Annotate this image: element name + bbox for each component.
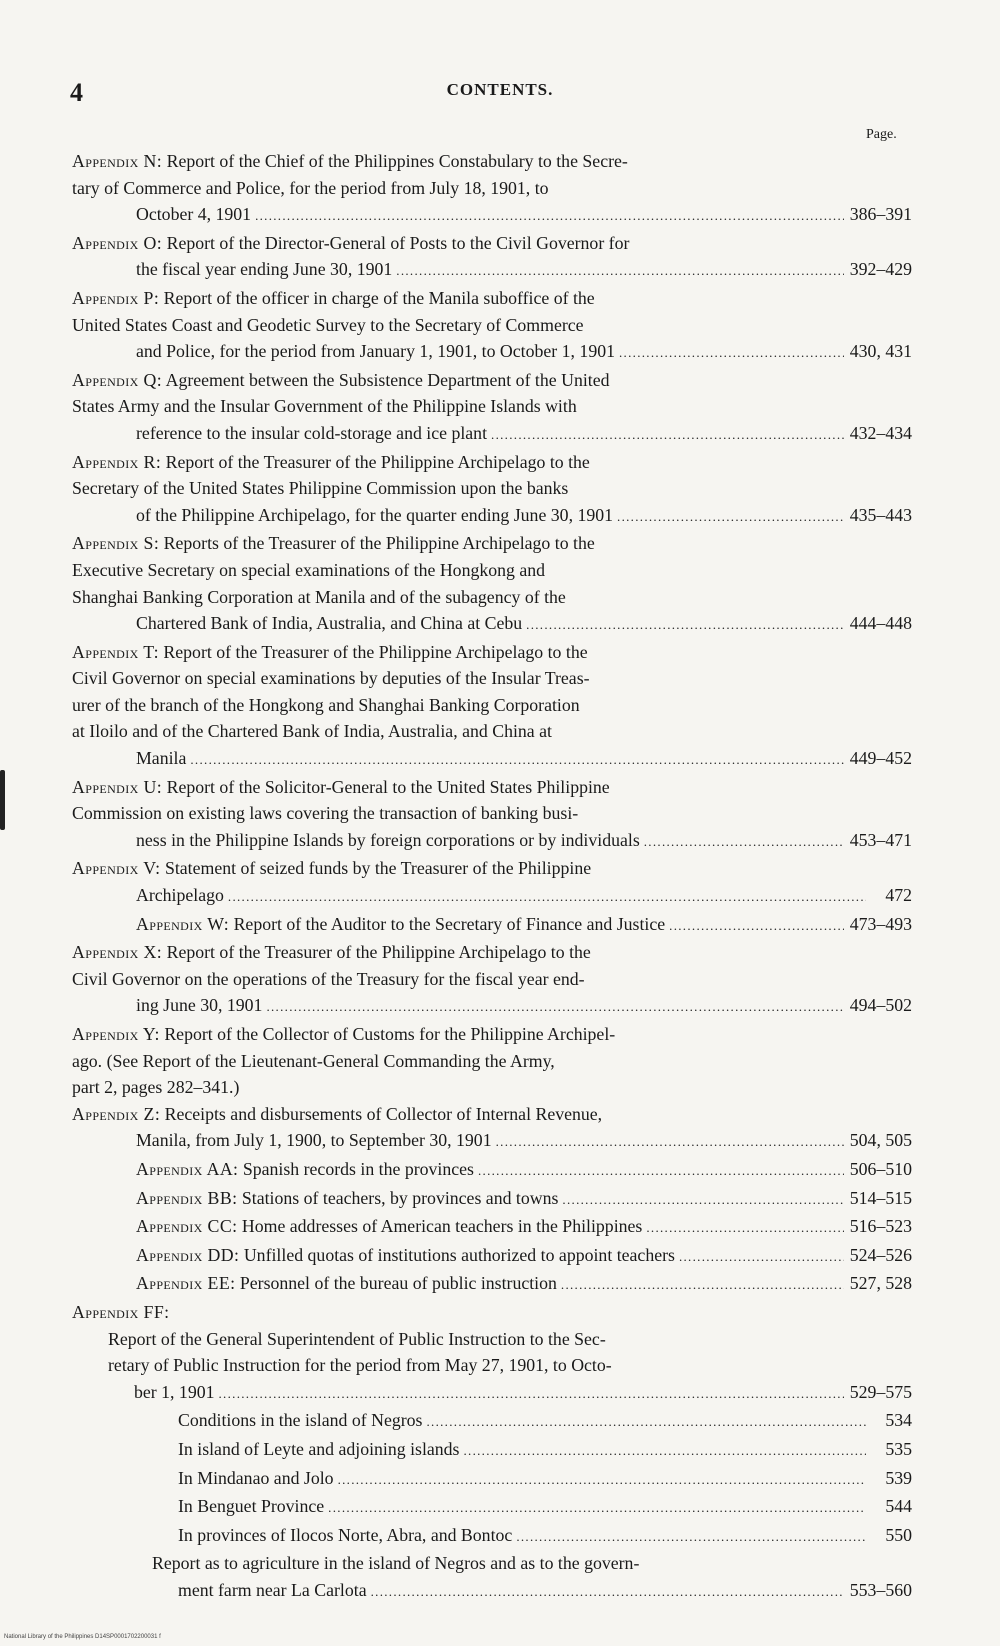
toc-entry (72, 911, 912, 940)
entry-text: Manila (136, 748, 187, 769)
dot-leader (478, 1158, 844, 1185)
entry-leader-row (178, 1465, 912, 1494)
entry-last-line (136, 201, 251, 228)
entry-line (108, 1326, 912, 1353)
page-range: 527, 528 (849, 1273, 912, 1294)
entry-line (72, 557, 912, 584)
page-range: 392–429 (849, 259, 912, 280)
entry-line (72, 855, 912, 882)
entry-line (108, 1352, 912, 1379)
page-range: 514–515 (849, 1187, 912, 1208)
dot-leader (328, 1495, 866, 1522)
toc-subentry (152, 1407, 912, 1436)
dot-leader (463, 1438, 866, 1465)
entry-text: Report of the Treasurer of the Philippine Archipelago to the (163, 641, 588, 662)
appendix-label: Appendix P: (72, 287, 160, 308)
appendix-ff-report (108, 1326, 912, 1408)
entry-line (72, 939, 912, 966)
page-range: 449–452 (849, 748, 912, 769)
entry-text: October 4, 1901 (136, 204, 252, 225)
appendix-label: Appendix X: (72, 942, 163, 963)
entry-line (72, 1101, 912, 1128)
entry-line (72, 692, 912, 719)
toc-entry (72, 774, 912, 856)
page-range: 504, 505 (849, 1130, 912, 1151)
toc-subentry (152, 1550, 912, 1605)
entry-text: Unfilled quotas of institutions authorized to appoint teachers (243, 1244, 675, 1265)
dot-leader (266, 994, 843, 1021)
entry-last-line (136, 1127, 492, 1154)
entry-leader-row (136, 502, 912, 531)
dot-leader (371, 1579, 844, 1606)
entry-text: Report of the General Superintendent of Public Instruction to the Sec- (108, 1328, 606, 1349)
entry-leader-row (136, 1213, 912, 1242)
toc-entry (72, 367, 912, 449)
entry-text: ment farm near La Carlota (178, 1579, 367, 1600)
page-range: 386–391 (849, 204, 912, 225)
entry-leader-row (136, 745, 912, 774)
entry-line (72, 665, 912, 692)
page-range: 494–502 (849, 995, 912, 1016)
entry-leader-row (136, 1242, 912, 1271)
entry-text: Archipelago (136, 885, 224, 906)
entry-leader-row (178, 1577, 912, 1606)
toc-entry (72, 1242, 912, 1271)
entry-text: of the Philippine Archipelago, for the quarter ending June 30, 1901 (136, 504, 614, 525)
appendix-ff (72, 1299, 912, 1606)
entry-text: Report of the Collector of Customs for the Philippine Archipel- (164, 1024, 616, 1044)
page-range: 444–448 (849, 613, 912, 634)
entry-last-line (136, 256, 392, 283)
entry-leader-row (136, 256, 912, 285)
entry-leader-row (178, 1493, 912, 1522)
entry-leader-row (136, 1156, 912, 1185)
entry-leader-row (136, 911, 912, 940)
page-range: 539 (885, 1467, 912, 1488)
entry-line (72, 584, 912, 611)
toc-entry (72, 1213, 912, 1242)
entry-leader-row (136, 338, 912, 367)
dot-leader (526, 612, 844, 639)
toc-subentry (152, 1522, 912, 1551)
toc-subentry (152, 1493, 912, 1522)
entry-text: Reports of the Treasurer of the Philippine Archipelago to the (163, 533, 595, 554)
entry-leader-row (136, 610, 912, 639)
entry-line (72, 148, 912, 175)
entry-last-line (178, 1465, 334, 1492)
entry-text: at Iloilo and of the Chartered Bank of India, Australia, and China at (72, 721, 552, 742)
entry-line (72, 1021, 912, 1048)
entry-last-line (134, 1379, 215, 1406)
entry-leader-row (136, 1185, 912, 1214)
dot-leader (646, 1215, 843, 1242)
entry-leader-row (136, 201, 912, 230)
entry-last-line (136, 1213, 642, 1240)
entry-text: Report as to agriculture in the island of Negros and as to the govern- (152, 1553, 640, 1574)
entry-text: Report of the officer in charge of the Manila suboffice of the (163, 287, 595, 308)
entry-text: Civil Governor on the operations of the Treasury for the fiscal year end- (72, 968, 585, 989)
toc-subentry (152, 1465, 912, 1494)
entry-last-line (136, 1156, 474, 1183)
toc-entry (72, 855, 912, 910)
page-range: 524–526 (849, 1244, 912, 1265)
entry-last-line (136, 338, 615, 365)
dot-leader (190, 747, 843, 774)
page-range: 553–560 (849, 1579, 912, 1600)
appendix-ff-heading: Appendix FF: (72, 1301, 170, 1322)
entry-last-line (178, 1407, 422, 1434)
dot-leader (561, 1272, 844, 1299)
toc-entry (72, 639, 912, 774)
entry-last-line (136, 502, 613, 529)
toc-entry (72, 1156, 912, 1185)
entry-last-line (136, 1185, 558, 1212)
entry-text: In provinces of Ilocos Norte, Abra, and Bontoc (178, 1524, 513, 1545)
entry-text: Commission on existing laws covering the transaction of banking busi- (72, 803, 579, 824)
entry-line (72, 230, 912, 257)
entry-last-line (136, 992, 262, 1019)
appendix-label: Appendix O: (72, 232, 163, 253)
toc-entry (72, 1021, 912, 1101)
scan-footer: National Library of the Philippines D14SP0001702200031 f (4, 1634, 161, 1640)
toc-entry (72, 1101, 912, 1156)
dot-leader (617, 504, 844, 531)
entry-last-line (178, 1577, 367, 1604)
page-range: 534 (885, 1410, 912, 1431)
entry-text: the fiscal year ending June 30, 1901 (136, 259, 393, 280)
entry-last-line (178, 1493, 324, 1520)
entry-text: Report of the Solicitor-General to the United States Philippine (166, 776, 610, 797)
entry-last-line (178, 1436, 459, 1463)
entry-last-line (136, 882, 224, 909)
dot-leader (669, 913, 844, 940)
entry-leader-row (178, 1436, 912, 1465)
page-range: 453–471 (849, 829, 912, 850)
entry-text: United States Coast and Geodetic Survey to the Secretary of Commerce (72, 314, 584, 335)
page-range: 430, 431 (849, 341, 912, 362)
page-range: 516–523 (849, 1216, 912, 1237)
table-of-contents (72, 148, 912, 1605)
entry-text: retary of Public Instruction for the period from May 27, 1901, to Octo- (108, 1355, 612, 1376)
appendix-label: Appendix Y: (72, 1024, 160, 1044)
dot-leader (219, 1381, 844, 1408)
toc-entry (72, 1185, 912, 1214)
entry-text: Personnel of the bureau of public instruction (239, 1273, 557, 1294)
page-range: 506–510 (849, 1158, 912, 1179)
dot-leader (562, 1187, 843, 1214)
dot-leader (644, 829, 844, 856)
dot-leader (679, 1244, 844, 1271)
entry-text: In Benguet Province (178, 1496, 325, 1517)
entry-text: Executive Secretary on special examinations of the Hongkong and (72, 559, 546, 580)
running-head: CONTENTS. (446, 80, 554, 99)
entry-leader-row (178, 1407, 912, 1436)
entry-text: Report of the Auditor to the Secretary of Finance and Justice (233, 913, 666, 934)
entry-line (72, 774, 912, 801)
entry-text: Report of the Treasurer of the Philippine Archipelago to the (166, 942, 591, 963)
dot-leader (619, 340, 844, 367)
entry-line (72, 285, 912, 312)
entry-text: Shanghai Banking Corporation at Manila and of the subagency of the (72, 586, 566, 607)
page-range: 550 (885, 1524, 912, 1545)
appendix-label: Appendix N: (72, 151, 163, 171)
appendix-label: Appendix BB: (136, 1187, 238, 1208)
page-number: 4 (70, 78, 83, 107)
entry-line (72, 367, 912, 394)
entry-leader-row (136, 882, 912, 911)
entry-last-line (136, 610, 522, 637)
dot-leader (496, 1129, 844, 1156)
appendix-label: Appendix DD: (136, 1244, 240, 1265)
entry-text: Agreement between the Subsistence Department of the United (165, 369, 610, 390)
entry-line (152, 1550, 912, 1577)
toc-entry (72, 285, 912, 367)
entry-line (72, 393, 912, 420)
entry-line (72, 966, 912, 993)
dot-leader (228, 884, 866, 911)
dot-leader (516, 1524, 866, 1551)
toc-entry (72, 530, 912, 638)
entry-line (72, 530, 912, 557)
toc-subentry (152, 1436, 912, 1465)
appendix-label: Appendix T: (72, 641, 159, 662)
appendix-label: Appendix EE: (136, 1273, 236, 1294)
toc-entry (72, 230, 912, 285)
entry-text: Report of the Director-General of Posts to the Civil Governor for (166, 232, 630, 253)
entry-text: Report of the Treasurer of the Philippine Archipelago to the (165, 451, 590, 472)
entry-leader-row (136, 420, 912, 449)
dot-leader (338, 1467, 866, 1494)
entry-last-line (136, 911, 665, 938)
entry-last-line (136, 1242, 675, 1269)
entry-line (72, 475, 912, 502)
entry-text: Stations of teachers, by provinces and towns (241, 1187, 559, 1208)
page-range: 544 (885, 1496, 912, 1517)
entry-text: Spanish records in the provinces (242, 1158, 474, 1179)
entry-text: Chartered Bank of India, Australia, and China at Cebu (136, 613, 523, 634)
page-range: 535 (885, 1438, 912, 1459)
appendix-label: Appendix S: (72, 533, 160, 554)
entry-last-line (136, 745, 186, 772)
appendix-label: Appendix R: (72, 451, 162, 472)
page-range: 473–493 (849, 913, 912, 934)
entry-line (72, 312, 912, 339)
entry-text: Report of the Chief of the Philippines Constabulary to the Secre- (166, 151, 628, 171)
appendix-label: Appendix V: (72, 858, 161, 879)
entry-text: tary of Commerce and Police, for the period from July 18, 1901, to (72, 177, 549, 198)
entry-text: Home addresses of American teachers in the Philippines (241, 1216, 643, 1237)
appendix-label: Appendix AA: (136, 1158, 239, 1179)
entry-text: ber 1, 1901 (134, 1381, 215, 1402)
entry-line (72, 449, 912, 476)
entry-text: Conditions in the island of Negros (178, 1410, 423, 1431)
appendix-ff-subitems (72, 1407, 912, 1605)
entry-text: part 2, pages 282–341.) (72, 1077, 240, 1098)
entry-line (72, 1074, 912, 1101)
page-range: 432–434 (849, 422, 912, 443)
entry-line (72, 175, 912, 202)
entry-last-line (136, 420, 487, 447)
toc-entry (72, 148, 912, 230)
entry-text: reference to the insular cold-storage and ice plant (136, 422, 488, 443)
entry-text: urer of the branch of the Hongkong and Shanghai Banking Corporation (72, 694, 580, 715)
entry-last-line (178, 1522, 512, 1549)
toc-entries (72, 148, 912, 1299)
entry-text: Receipts and disbursements of Collector of Internal Revenue, (164, 1103, 603, 1124)
scan-smudge (0, 770, 5, 830)
entry-leader-row (136, 827, 912, 856)
entry-leader-row (136, 992, 912, 1021)
entry-text: States Army and the Insular Government of the Philippine Islands with (72, 396, 577, 417)
appendix-label: Appendix Q: (72, 369, 163, 390)
entry-text: ago. (See Report of the Lieutenant-General Commanding the Army, (72, 1050, 555, 1071)
entry-text: Manila, from July 1, 1900, to September 30, 1901 (136, 1130, 492, 1151)
page-range: 529–575 (849, 1381, 912, 1402)
entry-line (72, 1048, 912, 1075)
page-range: 435–443 (849, 504, 912, 525)
entry-line (72, 718, 912, 745)
toc-entry (72, 1270, 912, 1299)
entry-text: and Police, for the period from January 1, 1901, to October 1, 1901 (136, 341, 615, 362)
entry-text: Statement of seized funds by the Treasurer of the Philippine (164, 858, 592, 879)
entry-text: Secretary of the United States Philippine Commission upon the banks (72, 478, 569, 499)
appendix-label: Appendix U: (72, 776, 163, 797)
entry-line (72, 639, 912, 666)
toc-entry (72, 939, 912, 1021)
dot-leader (426, 1409, 866, 1436)
entry-leader-row (178, 1522, 912, 1551)
entry-line (72, 800, 912, 827)
entry-text: In Mindanao and Jolo (178, 1467, 334, 1488)
entry-text: ness in the Philippine Islands by foreign corporations or by individuals (136, 829, 640, 850)
appendix-label: Appendix Z: (72, 1103, 161, 1124)
entry-text: Civil Governor on special examinations by deputies of the Insular Treas- (72, 668, 590, 689)
entry-text: In island of Leyte and adjoining islands (178, 1438, 460, 1459)
toc-entry (72, 449, 912, 531)
dot-leader (255, 203, 844, 230)
entry-leader-row (134, 1379, 912, 1408)
page-range: 472 (885, 885, 912, 906)
dot-leader (491, 422, 844, 449)
entry-leader-row (136, 1270, 912, 1299)
entry-last-line (136, 827, 640, 854)
appendix-label: Appendix CC: (136, 1216, 238, 1237)
entry-leader-row (136, 1127, 912, 1156)
dot-leader (396, 258, 843, 285)
entry-last-line (136, 1270, 557, 1297)
appendix-label: Appendix W: (136, 913, 230, 934)
page-column-label: Page. (866, 127, 897, 142)
entry-text: ing June 30, 1901 (136, 995, 263, 1016)
